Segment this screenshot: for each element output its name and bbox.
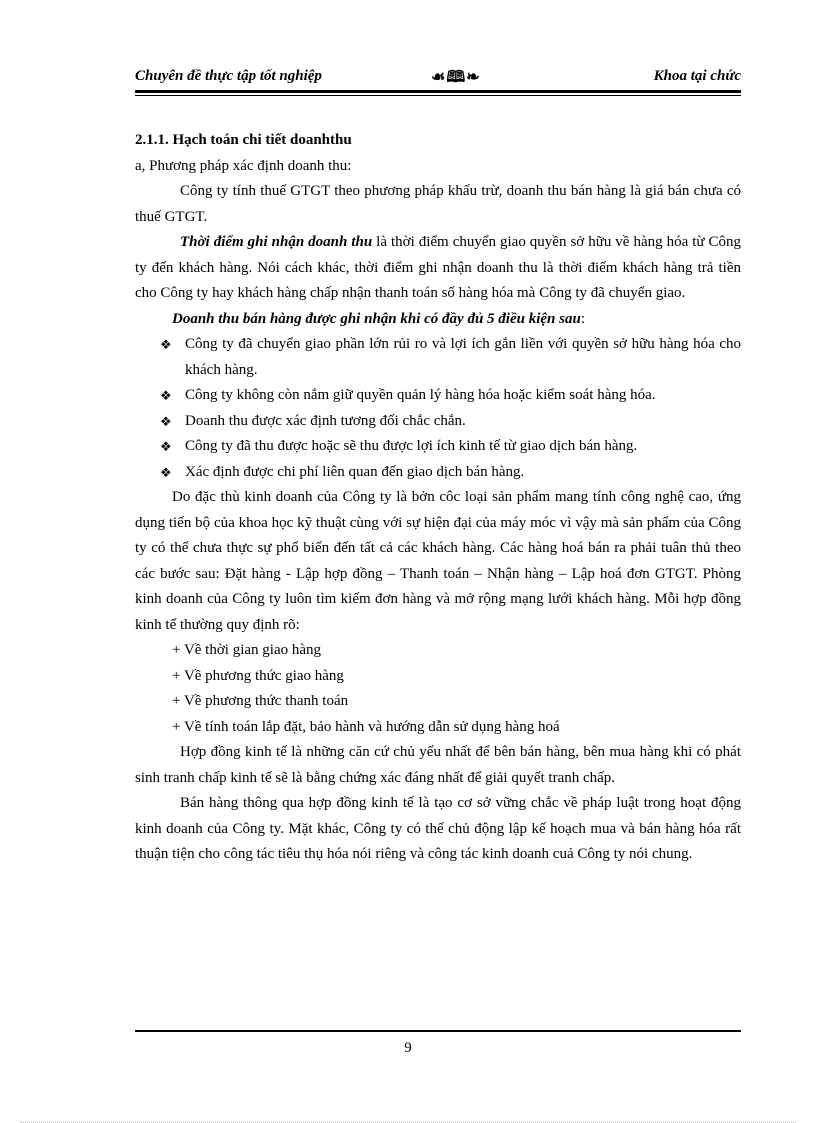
conditions-list [135, 332, 741, 485]
diamond-bullet-icon: ❖ [160, 464, 172, 480]
conditions-heading [135, 307, 741, 333]
page-number: 9 [404, 1040, 412, 1056]
contract-item: + Về phương thức thanh toán [172, 693, 349, 709]
list-item: ❖ Công ty đã chuyển giao phần lớn rủi ro và lợi ích gắn liền với quyền sở hữu hàng hóa cho khách hàng. [135, 332, 741, 383]
diamond-bullet-icon: ❖ [160, 337, 172, 352]
conditions-colon: : [580, 310, 585, 327]
conditions-title: Doanh thu bán hàng được ghi nhận khi có đầy đủ 5 điều kiện sau [172, 310, 581, 327]
diamond-bullet-icon: ❖ [160, 413, 172, 429]
contract-item: + Về thời gian giao hàng [172, 642, 322, 658]
list-item: ❖ Xác định được chi phí liên quan đến giao dịch bán hàng. [135, 460, 741, 486]
paragraph-contract-basis: Bán hàng thông qua hợp đồng kinh tế là tạo cơ sở vững chắc về pháp luật trong hoạt động kinh doanh của Công ty. Mặt khác, Công ty có thể chủ động lập kế hoạch mua và bán hàng hóa rất thuận tiện cho công tác tiêu thụ hóa nói riêng và công tác kinh doanh cuả Công ty nói chung. [135, 795, 741, 862]
header-rule-thin [135, 95, 741, 96]
header-left-title: Chuyên đề thực tập tốt nghiệp [135, 68, 322, 84]
list-item: ❖ Công ty không còn nắm giữ quyền quản lý hàng hóa hoặc kiểm soát hàng hóa. [135, 383, 741, 409]
paragraph-recognition-time [135, 230, 741, 307]
recognition-time-text: là thời điểm chuyển giao quyền sở hữu về hàng hóa từ Công ty đến khách hàng. Nói cách khác, thời điểm ghi nhận doanh thu là thời điểm khách hàng trả tiền cho Công ty hay khách hàng chấp nhận thanh toán số hàng hóa mà Công ty đã chuyển giao. [135, 234, 742, 301]
header-ornament-icon: ☙🕮❧ [431, 69, 481, 86]
page-body [135, 128, 741, 868]
header-right-title: Khoa tại chức [653, 68, 741, 84]
diamond-bullet-icon: ❖ [160, 439, 172, 454]
header-rule [135, 90, 741, 93]
page-header [135, 62, 741, 92]
footer-rule [135, 1030, 741, 1032]
paragraph-business-specifics: Do đặc thù kinh doanh của Công ty là bởn côc loại sản phẩm mang tính công nghệ cao, ứng dụng tiến bộ của khoa học kỹ thuật cùng với sự hiện đại của máy móc vì vậy mà sản phẩm của Công ty có thể chưa thực sự phổ biến đến tất cả các khách hàng. Các hàng hoá bán ra phải tuân thủ theo các bước sau: Đặt hàng - Lập hợp đồng – Thanh toán – Nhận hàng – Lập hoá đơn GTGT. Phòng kinh doanh của Công ty luôn tìm kiếm đơn hàng và mở rộng mạng lưới khách hàng. Mỗi hợp đồng kinh tế thường quy định rõ: [135, 489, 741, 633]
contract-item: + Về tính toán lắp đặt, bảo hành và hướng dẫn sử dụng hàng hoá [172, 718, 560, 735]
diamond-bullet-icon: ❖ [160, 388, 172, 403]
list-item: ❖ Doanh thu được xác định tương đối chắc chắn. [135, 409, 741, 435]
recognition-time-term: Thời điểm ghi nhận doanh thu [180, 234, 373, 250]
paragraph-contract-evidence: Hợp đồng kinh tế là những căn cứ chủ yếu nhất để bên bán hàng, bên mua hàng khi có phát sinh tranh chấp kinh tế sẽ là bằng chứng xác đáng nhất để giải quyết tranh chấp. [135, 744, 741, 786]
contract-item: + Về phương thức giao hàng [172, 667, 344, 684]
subsection-a: a, Phương pháp xác định doanh thu: [135, 157, 352, 174]
section-title: 2.1.1. Hạch toán chi tiết doanhthu [135, 132, 352, 148]
paragraph-vat-method: Công ty tính thuế GTGT theo phương pháp khấu trừ, doanh thu bán hàng là giá bán chưa có thuế GTGT. [135, 183, 741, 225]
list-item: ❖ Công ty đã thu được hoặc sẽ thu được lợi ích kinh tế từ giao dịch bán hàng. [135, 434, 741, 460]
